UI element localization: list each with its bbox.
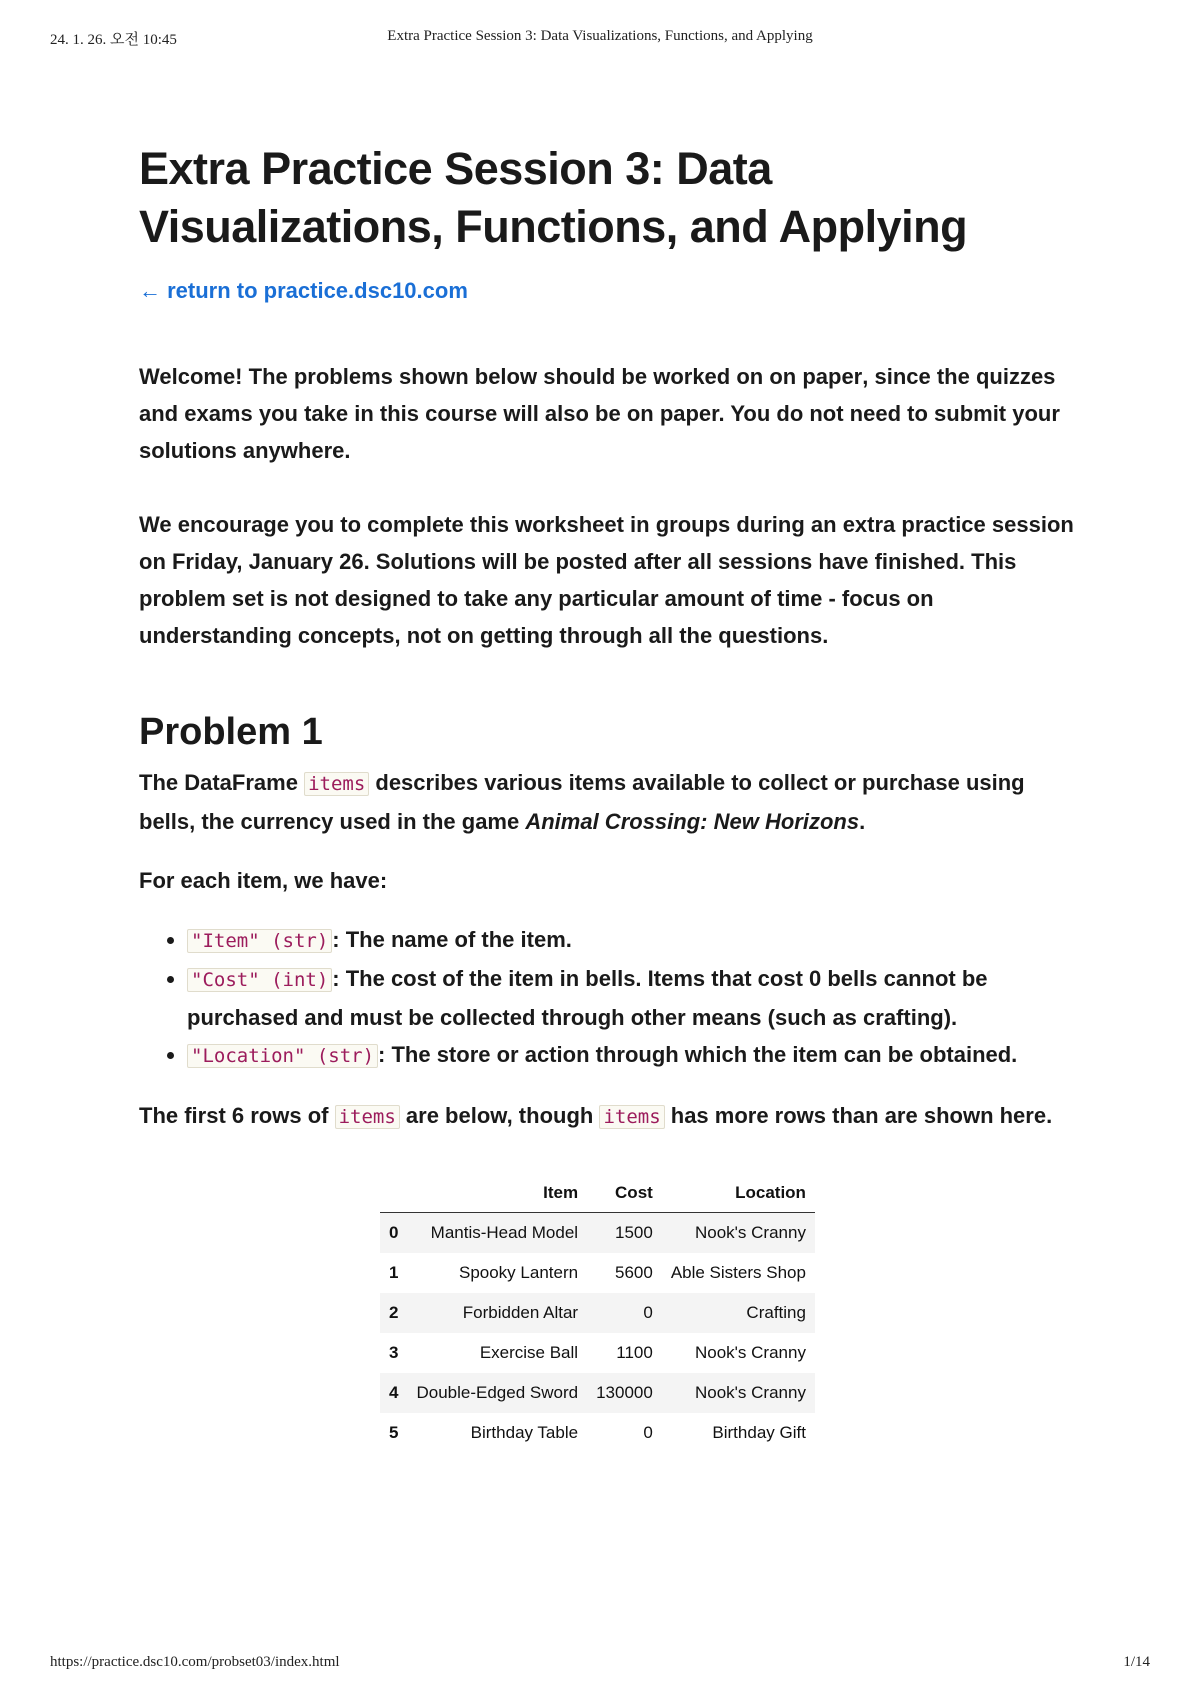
field-cost (187, 960, 1079, 1036)
code-items: items (304, 772, 369, 796)
cell-location: Nook's Cranny (694, 1343, 806, 1362)
intro-paragraph-2: We encourage you to complete this worksheet in groups during an extra practice session on Friday, January 26. Solutions will be posted after all sessions have finished. This problem set is not designed to take any particular amount of time - focus on understanding concepts, not on getting through all the questions. (139, 512, 1074, 648)
code-items: items (599, 1105, 664, 1129)
cell-location: Nook's Cranny (694, 1383, 806, 1402)
cell-cost: 130000 (596, 1383, 653, 1402)
field-description: : The cost of the item in bells. Items that cost 0 bells cannot be purchased and must be collected through other means (such as crafting). (187, 966, 988, 1030)
field-description: : The store or action through which the item can be obtained. (378, 1042, 1018, 1067)
field-item (187, 921, 1079, 960)
rows-text-before: The first 6 rows of (139, 1103, 335, 1128)
field-list (139, 921, 1079, 1075)
desc-text-end: . (859, 809, 866, 834)
table-row (380, 1333, 815, 1373)
return-link[interactable]: ← return to practice.dsc10.com (139, 278, 468, 303)
row-index: 3 (389, 1343, 399, 1362)
row-index: 2 (389, 1303, 399, 1322)
cell-item: Spooky Lantern (458, 1263, 579, 1282)
cell-location: Birthday Gift (712, 1423, 806, 1442)
cell-item: Double-Edged Sword (416, 1383, 579, 1402)
table-header-row (380, 1174, 815, 1213)
field-description: : The name of the item. (332, 927, 572, 952)
intro-rest-text: , since the quizzes and exams you take in this course will also be on paper. You do not need to submit your solutions anywhere. (139, 364, 1060, 463)
problem-1-heading: Problem 1 (139, 711, 323, 753)
problem-1-description (139, 764, 1079, 840)
row-index: 4 (389, 1383, 399, 1402)
cell-location: Able Sisters Shop (670, 1263, 806, 1282)
page-title-line-1: Extra Practice Session 3: Data (139, 143, 772, 194)
cell-cost: 1100 (616, 1343, 653, 1362)
for-each-text: For each item, we have: (139, 868, 388, 893)
rows-text-after: has more rows than are shown here. (664, 1103, 1053, 1128)
column-header-cost: Cost (587, 1174, 662, 1213)
cell-cost: 0 (643, 1303, 653, 1322)
cell-location: Nook's Cranny (694, 1223, 806, 1242)
field-code: "Cost" (int) (187, 968, 332, 992)
field-code: "Location" (str) (187, 1044, 378, 1068)
row-index: 5 (389, 1423, 399, 1442)
intro-welcome-text: Welcome! The problems shown below should be worked on (139, 364, 770, 389)
page-title (139, 140, 1079, 256)
cell-location: Crafting (746, 1303, 806, 1322)
page-number: 1/14 (1123, 1654, 1150, 1670)
main-content (139, 140, 1079, 1453)
intro-paragraph-1 (139, 358, 1079, 469)
field-location (187, 1036, 1079, 1075)
cell-cost: 1500 (614, 1223, 653, 1242)
table-row (380, 1293, 815, 1333)
field-code: "Item" (str) (187, 929, 332, 953)
game-title: Animal Crossing: New Horizons (525, 809, 860, 834)
row-index: 1 (389, 1263, 399, 1282)
cell-item: Mantis-Head Model (430, 1223, 579, 1242)
table-row (380, 1413, 815, 1453)
code-items: items (335, 1105, 400, 1129)
print-title: Extra Practice Session 3: Data Visualizations, Functions, and Applying (387, 28, 813, 44)
page-title-line-2: Visualizations, Functions, and Applying (139, 201, 968, 252)
column-header-index (380, 1174, 407, 1213)
print-date: 24. 1. 26. 오전 10:45 (50, 32, 177, 48)
table-row (380, 1213, 815, 1254)
cell-cost: 5600 (614, 1263, 653, 1282)
cell-item: Forbidden Altar (462, 1303, 579, 1322)
column-header-location: Location (662, 1174, 815, 1213)
cell-cost: 0 (643, 1423, 653, 1442)
rows-text-middle: are below, though (399, 1103, 600, 1128)
print-footer (50, 1654, 1150, 1676)
print-header (50, 28, 1150, 52)
table-row (380, 1253, 815, 1293)
intro-bold-text: on paper (769, 364, 863, 389)
desc-text-after: describes various items available to collect or purchase using bells, the currency used in the game (139, 770, 1025, 834)
cell-item: Exercise Ball (479, 1343, 579, 1362)
desc-text-before: The DataFrame (139, 770, 305, 795)
column-header-item: Item (407, 1174, 587, 1213)
print-url: https://practice.dsc10.com/probset03/index.html (50, 1654, 340, 1670)
row-index: 0 (389, 1223, 399, 1242)
cell-item: Birthday Table (470, 1423, 579, 1442)
first-rows-text (139, 1097, 1079, 1136)
items-table (380, 1174, 815, 1453)
table-row (380, 1373, 815, 1413)
